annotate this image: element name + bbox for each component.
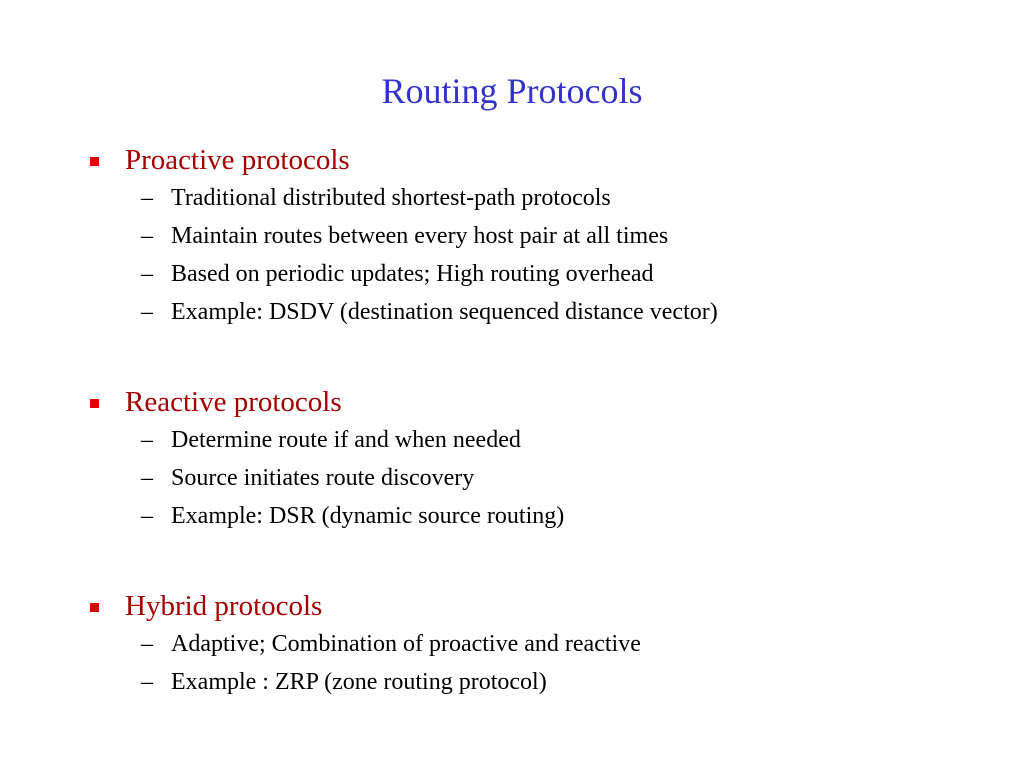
dash-icon: – bbox=[141, 427, 153, 453]
list-item-text: Example: DSR (dynamic source routing) bbox=[171, 503, 565, 529]
list-item bbox=[90, 179, 718, 217]
section-heading: Proactive protocols bbox=[125, 144, 350, 176]
bullet-hybrid bbox=[90, 587, 641, 625]
list-item bbox=[90, 421, 564, 459]
dash-icon: – bbox=[141, 669, 153, 695]
bullet-reactive bbox=[90, 383, 564, 421]
list-item bbox=[90, 293, 718, 331]
section-proactive bbox=[90, 141, 718, 331]
section-reactive bbox=[90, 383, 564, 535]
square-bullet-icon bbox=[90, 157, 99, 166]
list-item-text: Maintain routes between every host pair at all times bbox=[171, 223, 669, 249]
section-heading: Reactive protocols bbox=[125, 386, 342, 418]
list-item-text: Based on periodic updates; High routing overhead bbox=[171, 261, 654, 287]
list-item bbox=[90, 663, 641, 701]
dash-icon: – bbox=[141, 261, 153, 287]
list-item bbox=[90, 497, 564, 535]
list-item-text: Source initiates route discovery bbox=[171, 465, 475, 491]
slide-title: Routing Protocols bbox=[381, 71, 643, 111]
section-heading: Hybrid protocols bbox=[125, 590, 323, 622]
list-item bbox=[90, 255, 718, 293]
list-item bbox=[90, 459, 564, 497]
dash-icon: – bbox=[141, 465, 153, 491]
bullet-proactive bbox=[90, 141, 718, 179]
list-item-text: Adaptive; Combination of proactive and reactive bbox=[171, 631, 641, 657]
section-hybrid bbox=[90, 587, 641, 701]
square-bullet-icon bbox=[90, 399, 99, 408]
dash-icon: – bbox=[141, 299, 153, 325]
dash-icon: – bbox=[141, 503, 153, 529]
list-item bbox=[90, 217, 718, 255]
dash-icon: – bbox=[141, 631, 153, 657]
list-item-text: Traditional distributed shortest-path protocols bbox=[171, 185, 611, 211]
list-item bbox=[90, 625, 641, 663]
dash-icon: – bbox=[141, 185, 153, 211]
list-item-text: Determine route if and when needed bbox=[171, 427, 521, 453]
list-item-text: Example: DSDV (destination sequenced distance vector) bbox=[171, 299, 718, 325]
square-bullet-icon bbox=[90, 603, 99, 612]
list-item-text: Example : ZRP (zone routing protocol) bbox=[171, 669, 547, 695]
dash-icon: – bbox=[141, 223, 153, 249]
